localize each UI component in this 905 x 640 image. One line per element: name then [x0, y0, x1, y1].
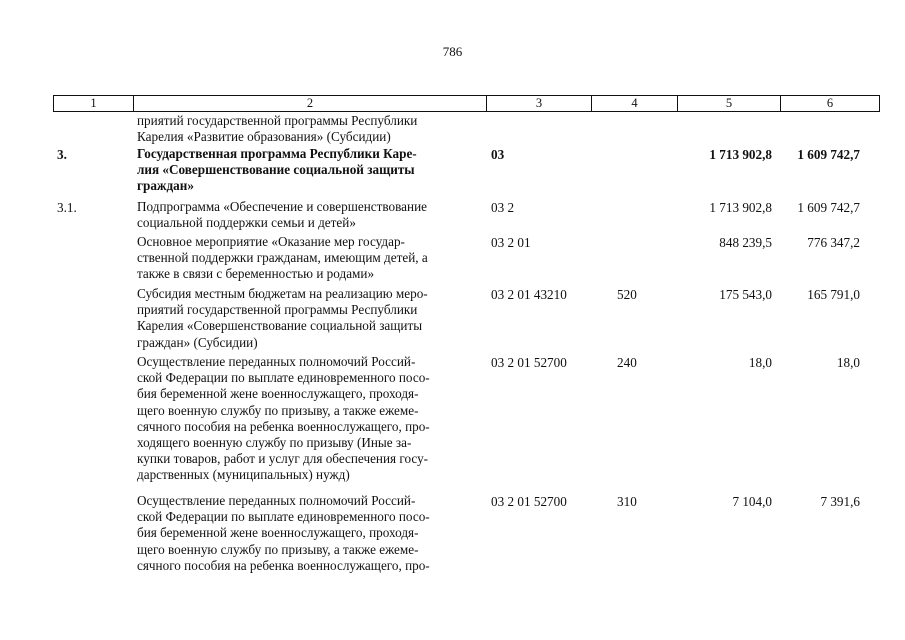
row-code: 03 2: [491, 200, 515, 215]
row-value-col6: 776 347,2: [807, 235, 860, 250]
header-col-5: 5: [725, 96, 733, 110]
row-value-col5: 175 543,0: [719, 287, 772, 302]
description-line: Субсидия местным бюджетам на реализацию меро-: [137, 286, 428, 301]
description-line: лия «Совершенствование социальной защиты: [137, 162, 415, 178]
description-line: купки товаров, работ и услуг для обеспечения госу-: [137, 451, 429, 467]
row-description: [137, 199, 477, 231]
description-line: приятий государственной программы Республики: [137, 302, 418, 318]
row-description: [137, 113, 477, 145]
row-description: [137, 234, 477, 283]
description-line: Подпрограмма «Обеспечение и совершенствование: [137, 199, 428, 214]
description-line: Осуществление переданных полномочий Россий-: [137, 354, 416, 369]
row-number: 3.1.: [57, 200, 77, 215]
row-description: [137, 354, 477, 484]
description-line: щего военную службу по призыву, а также ежеме-: [137, 402, 419, 418]
description-line: Осуществление переданных полномочий Россий-: [137, 493, 416, 508]
description-line: ской Федерации по выплате единовременного посо-: [137, 370, 430, 386]
header-col-1: 1: [90, 96, 97, 110]
row-number: 3.: [57, 147, 67, 162]
description-line: Карелия «Развитие образования» (Субсидии): [137, 129, 391, 145]
description-line: щего военную службу по призыву, а также ежеме-: [137, 541, 419, 557]
row-code: 03 2 01 43210: [491, 287, 567, 302]
header-col-2: 2: [306, 96, 314, 110]
row-value-col6: 1 609 742,7: [797, 147, 860, 162]
header-col-3: 3: [535, 96, 543, 110]
description-line: ственной поддержки гражданам, имеющим детей, а: [137, 250, 428, 266]
description-line: Карелия «Совершенствование социальной защиты: [137, 318, 423, 334]
row-description: [137, 146, 477, 195]
description-line: социальной поддержки семьи и детей»: [137, 215, 356, 231]
header-col-4: 4: [631, 96, 638, 110]
table-header: [53, 95, 880, 112]
header-col-6: 6: [826, 96, 834, 110]
row-code: 03 2 01 52700: [491, 355, 567, 370]
description-line: граждан»: [137, 178, 194, 194]
row-code: 03 2 01: [491, 235, 531, 250]
row-expense-type: 520: [617, 287, 637, 302]
row-expense-type: 310: [617, 494, 637, 509]
row-code: 03 2 01 52700: [491, 494, 567, 509]
row-value-col5: 848 239,5: [719, 235, 772, 250]
description-line: Государственная программа Республики Каре-: [137, 146, 417, 161]
row-value-col6: 165 791,0: [807, 287, 860, 302]
description-line: сячного пособия на ребенка военнослужащего, про-: [137, 418, 430, 434]
description-line: приятий государственной программы Республики: [137, 113, 418, 128]
row-value-col5: 1 713 902,8: [709, 200, 772, 215]
description-line: бия беременной жене военнослужащего, проходя-: [137, 525, 419, 541]
description-line: бия беременной жене военнослужащего, проходя-: [137, 386, 419, 402]
row-expense-type: 240: [617, 355, 637, 370]
description-line: Основное мероприятие «Оказание мер государ-: [137, 234, 405, 249]
row-value-col5: 18,0: [748, 355, 772, 370]
row-value-col6: 18,0: [836, 355, 860, 370]
row-value-col5: 1 713 902,8: [709, 147, 772, 162]
row-value-col6: 1 609 742,7: [797, 200, 860, 215]
description-line: сячного пособия на ребенка военнослужащего, про-: [137, 557, 430, 573]
row-code: 03: [491, 147, 505, 162]
page-number: 786: [442, 44, 463, 59]
row-description: [137, 493, 477, 574]
row-value-col5: 7 104,0: [732, 494, 772, 509]
description-line: также в связи с беременностью и родами»: [137, 266, 375, 282]
description-line: дарственных (муниципальных) нужд): [137, 467, 350, 483]
row-value-col6: 7 391,6: [820, 494, 860, 509]
row-description: [137, 286, 477, 351]
description-line: ходящего военную службу по призыву (Иные за-: [137, 435, 412, 451]
description-line: граждан» (Субсидии): [137, 334, 258, 350]
description-line: ской Федерации по выплате единовременного посо-: [137, 509, 430, 525]
